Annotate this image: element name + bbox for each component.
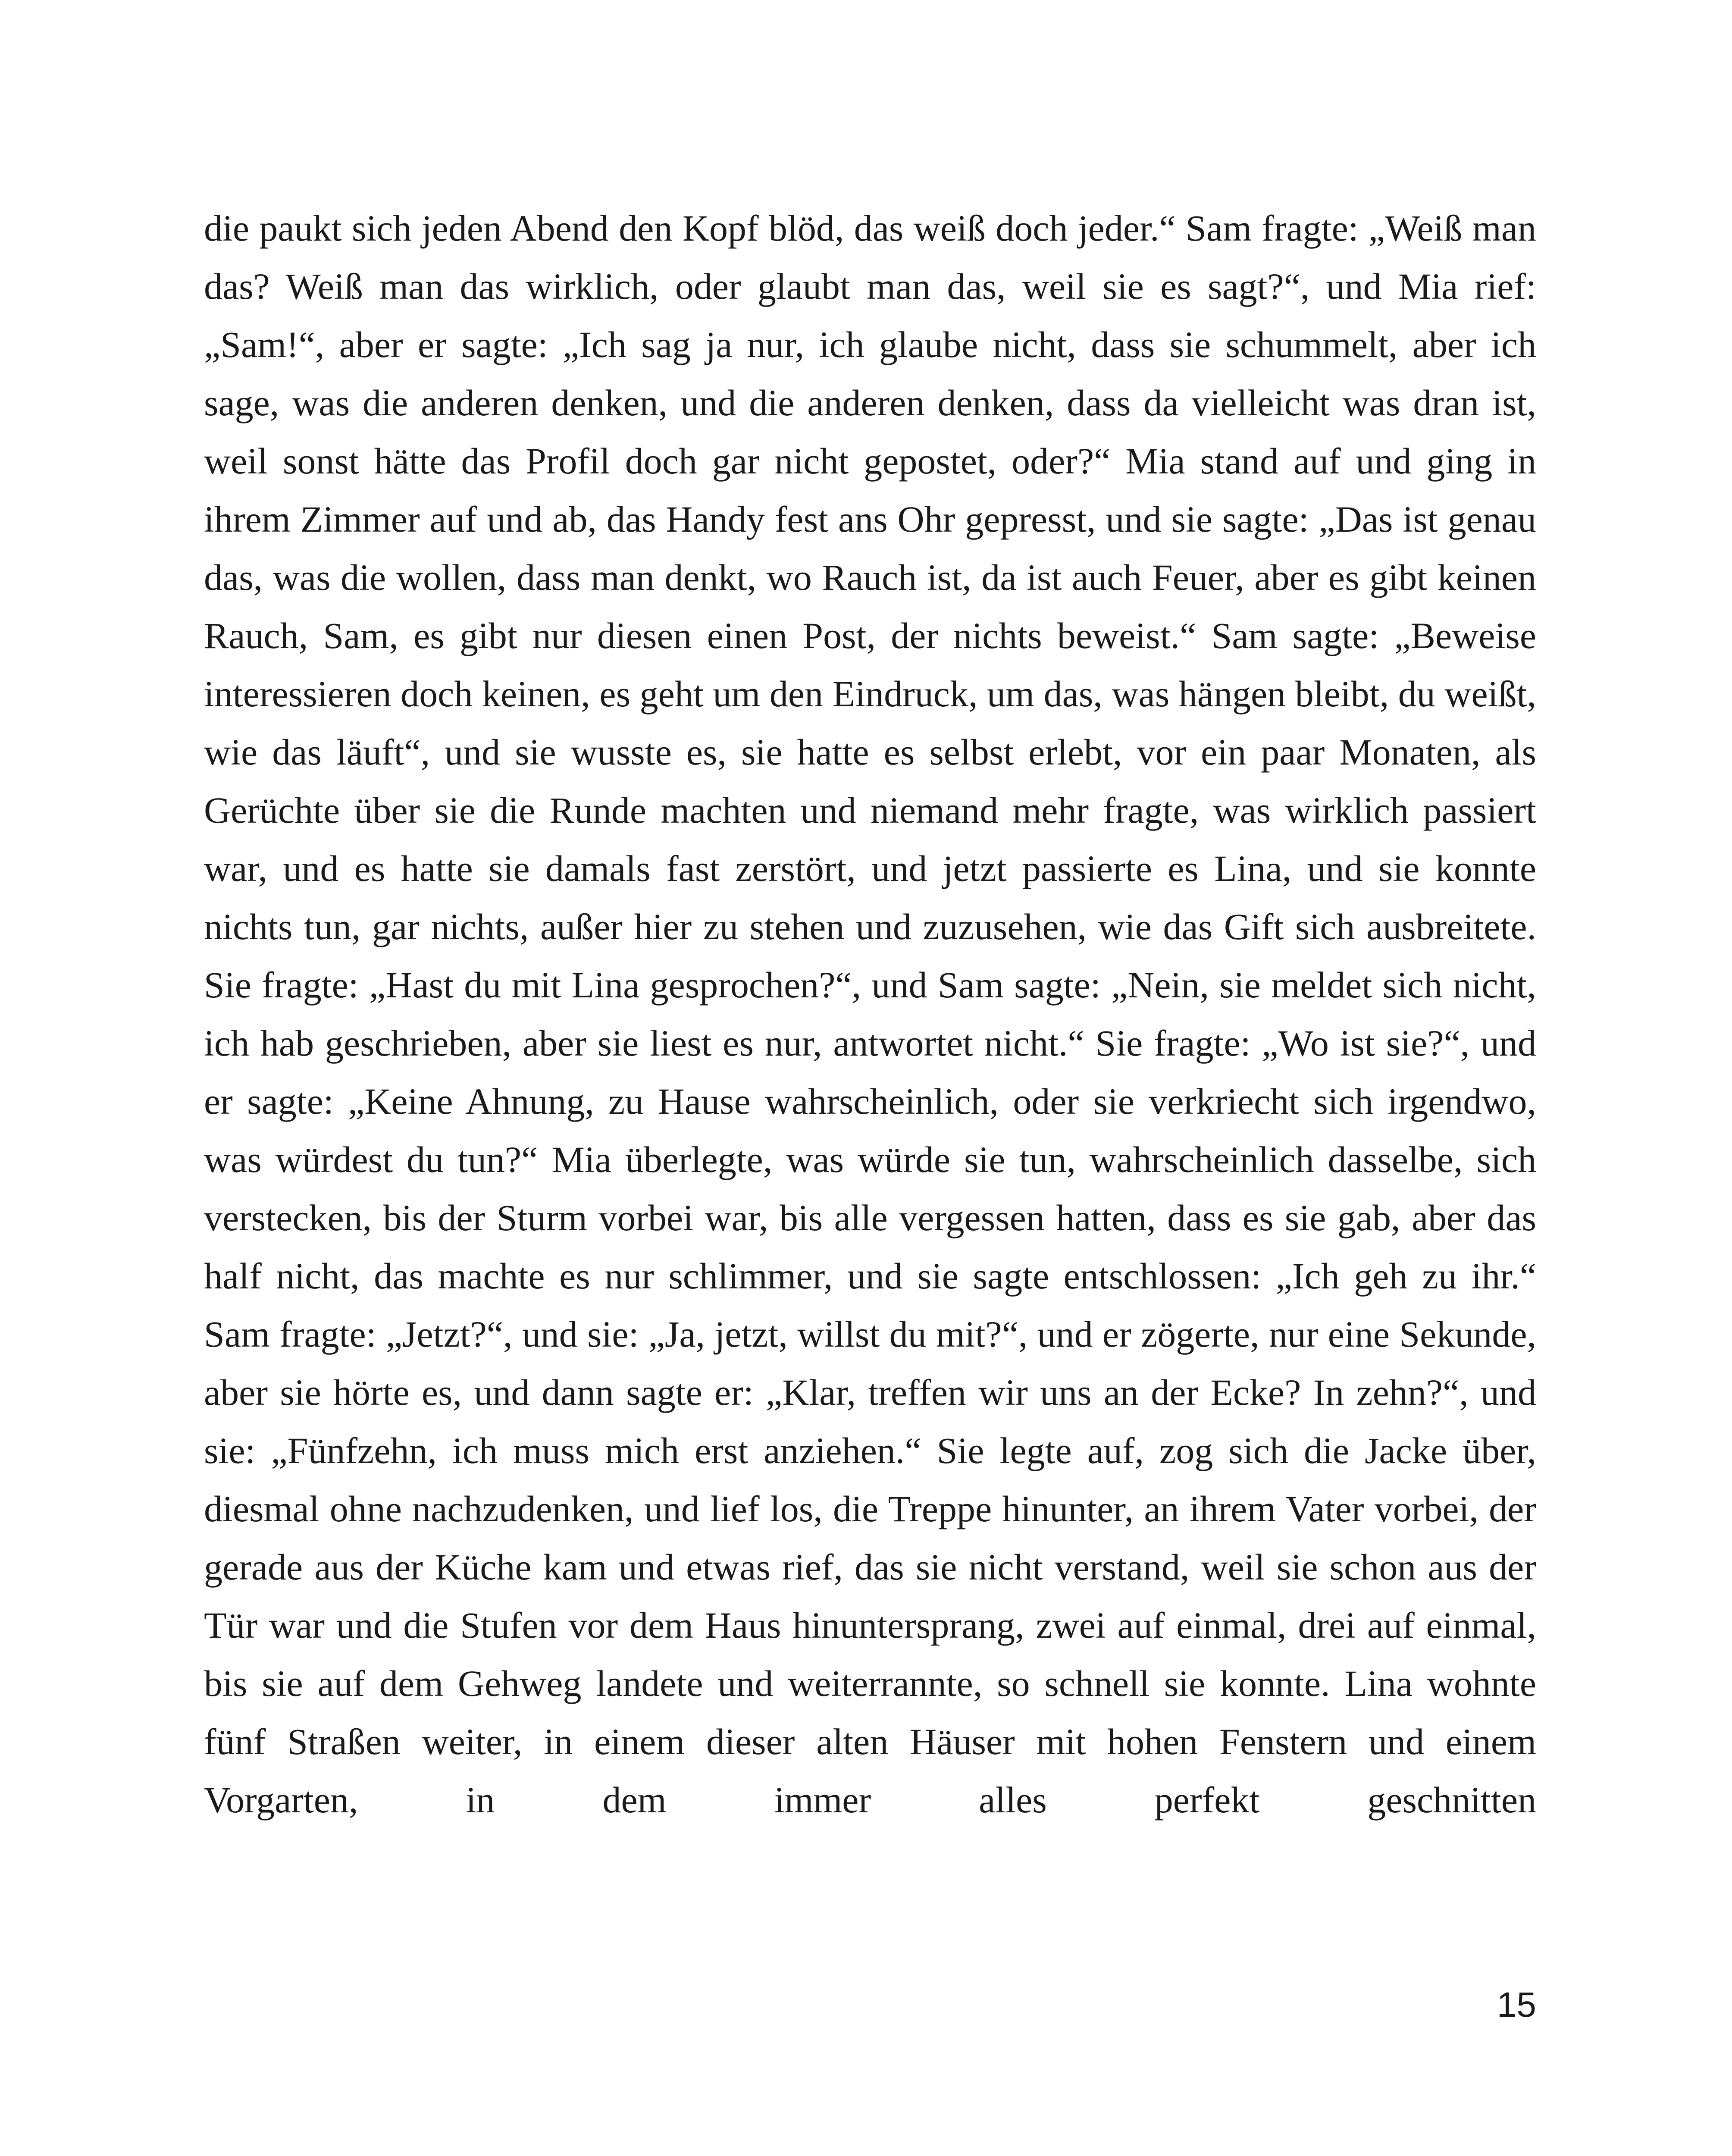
page-number: 15	[1497, 1985, 1536, 2024]
body-paragraph: die paukt sich jeden Abend den Kopf blöd, das weiß doch jeder.“ Sam fragte: „Weiß man das? Weiß man das wirklich, oder glaubt man das, weil sie es sagt?“, und Mia rief: „Sam!“, aber er sagte: „Ich sag ja nur, ich glaube nicht, dass sie schummelt, aber ich sage, was die anderen denken, und die anderen denken, dass da vielleicht was dran ist, weil sonst hätte das Profil doch gar nicht gepostet, oder?“ Mia stand auf und ging in ihrem Zimmer auf und ab, das Handy fest ans Ohr gepresst, und sie sagte: „Das ist genau das, was die wollen, dass man denkt, wo Rauch ist, da ist auch Feuer, aber es gibt keinen Rauch, Sam, es gibt nur diesen einen Post, der nichts beweist.“ Sam sagte: „Beweise interessieren doch keinen, es geht um den Eindruck, um das, was hängen bleibt, du weißt, wie das läuft“, und sie wusste es, sie hatte es selbst erlebt, vor ein paar Monaten, als Gerüchte über sie die Runde machten und niemand mehr fragte, was wirklich passiert war, und es hatte sie damals fast zerstört, und jetzt passierte es Lina, und sie konnte nichts tun, gar nichts, außer hier zu stehen und zuzusehen, wie das Gift sich ausbreitete. Sie fragte: „Hast du mit Lina gesprochen?“, und Sam sagte: „Nein, sie meldet sich nicht, ich hab geschrieben, aber sie liest es nur, antwortet nicht.“ Sie fragte: „Wo ist sie?“, und er sagte: „Keine Ahnung, zu Hause wahrscheinlich, oder sie verkriecht sich irgendwo, was würdest du tun?“ Mia überlegte, was würde sie tun, wahrscheinlich dasselbe, sich verstecken, bis der Sturm vorbei war, bis alle vergessen hatten, dass es sie gab, aber das half nicht, das machte es nur schlimmer, und sie sagte entschlossen: „Ich geh zu ihr.“ Sam fragte: „Jetzt?“, und sie: „Ja, jetzt, willst du mit?“, und er zögerte, nur eine Sekunde, aber sie hörte es, und dann sagte er: „Klar, treffen wir uns an der Ecke? In zehn?“, und sie: „Fünfzehn, ich muss mich erst anziehen.“ Sie legte auf, zog sich die Jacke über, diesmal ohne nachzudenken, und lief los, die Treppe hinunter, an ihrem Vater vorbei, der gerade aus der Küche kam und etwas rief, das sie nicht verstand, weil sie schon aus der Tür war und die Stufen vor dem Haus hinuntersprang, zwei auf einmal, drei auf einmal, bis sie auf dem Gehweg landete und weiterrannte, so schnell sie konnte. Lina wohnte fünf Straßen weiter, in einem dieser alten Häuser mit hohen Fenstern und einem Vorgarten, in dem immer alles perfekt geschnitten	[204, 207, 1536, 1821]
